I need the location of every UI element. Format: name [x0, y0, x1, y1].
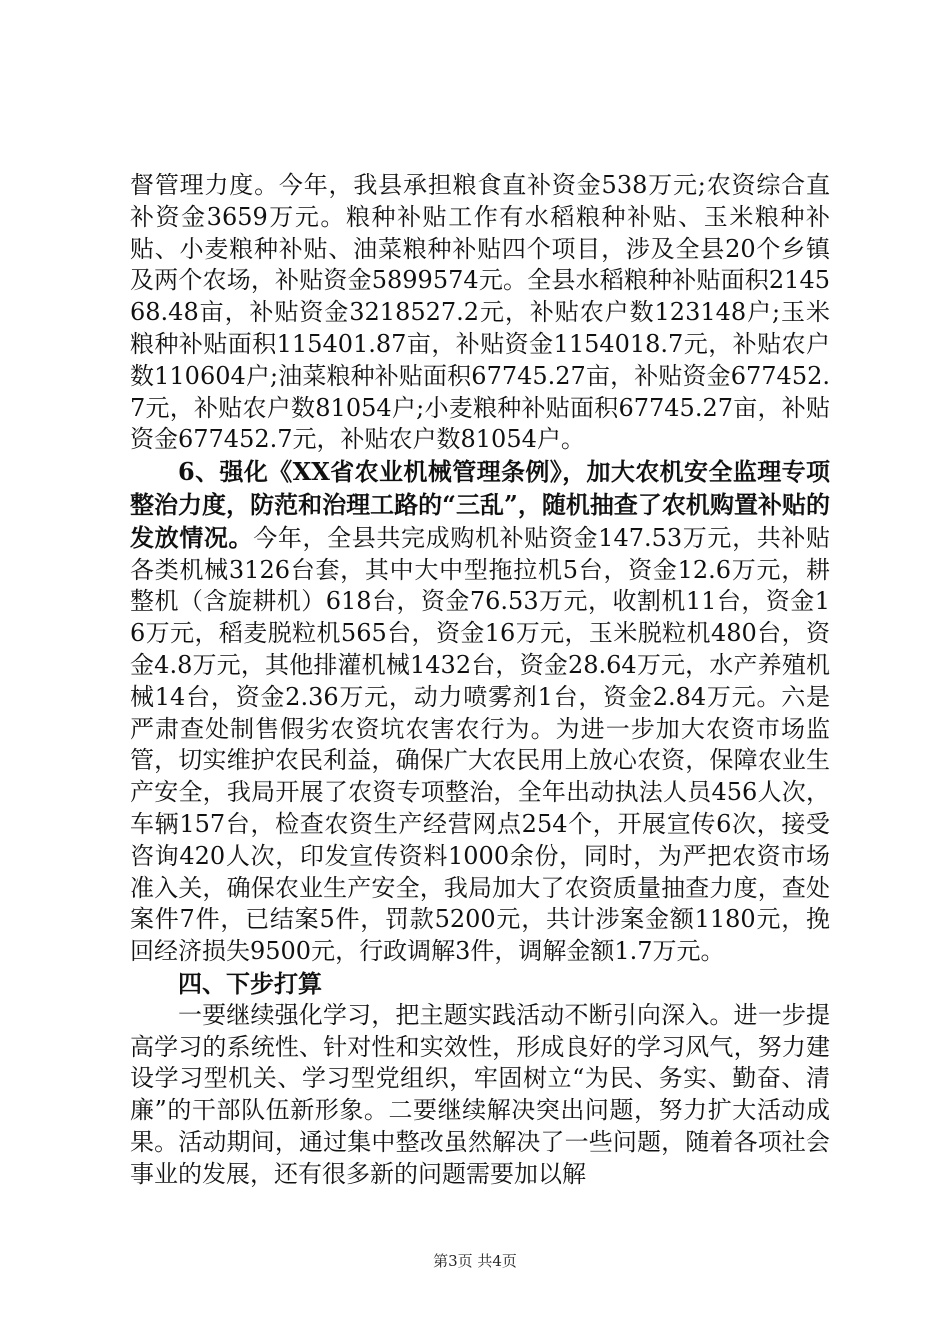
paragraph-lead-bold: 6、强化《XX省农业机械管理条例》，加大农机安全监理专项整治力度，防范和治理工路的“三乱”，随机抽查了农机购置补贴的发放情况。: [130, 457, 830, 552]
paragraph-next-steps: 一要继续强化学习，把主题实践活动不断引向深入。进一步提高学习的系统性、针对性和实效性，形成良好的学习风气，努力建设学习型机关、学习型党组织，牢固树立“为民、务实、勤奋、清廉”的干部队伍新形象。二要继续解决突出问题，努力扩大活动成果。活动期间，通过集中整改虽然解决了一些问题，随着各项社会事业的发展，还有很多新的问题需要加以解: [130, 1000, 830, 1188]
section-heading-next-steps: 四、下步打算: [178, 968, 322, 998]
paragraph-subsidy-details: 督管理力度。今年，我县承担粮食直补资金538万元;农资综合直补资金3659万元。粮种补贴工作有水稻粮种补贴、玉米粮种补贴、小麦粮种补贴、油菜粮种补贴四个项目，涉及全县20个乡镇及两个农场，补贴资金5899574元。全县水稻粮种补贴面积214568.48亩，补贴资金3218527.2元，补贴农户数123148户;玉米粮种补贴面积115401.87亩，补贴资金1154018.7元，补贴农户数110604户;油菜粮种补贴面积67745.27亩，补贴资金677452.7元，补贴农户数81054户;小麦粮种补贴面积67745.27亩，补贴资金677452.7元，补贴农户数81054户。: [130, 171, 830, 454]
page-number-footer: 第3页 共4页: [433, 1252, 517, 1270]
document-body: [130, 170, 830, 1191]
paragraph-body-text: 今年，全县共完成购机补贴资金147.53万元，共补贴各类机械3126台套，其中大中型拖拉机5台，资金12.6万元，耕整机（含旋耕机）618台，资金76.53万元，收割机11台，资金16万元，稻麦脱粒机565台，资金16万元，玉米脱粒机480台，资金4.8万元，其他排灌机械1432台，资金28.64万元，水产养殖机械14台，资金2.36万元，动力喷雾剂1台，资金2.84万元。六是严肃查处制售假劣农资坑农害农行为。为进一步加大农资市场监管，切实维护农民利益，确保广大农民用上放心农资，保障农业生产安全，我局开展了农资专项整治，全年出动执法人员456人次，车辆157台，检查农资生产经营网点254个，开展宣传6次，接受咨询420人次，印发宣传资料1000余份，同时，为严把农资市场准入关，确保农业生产安全，我局加大了农资质量抽查力度，查处案件7件，已结案5件，罚款5200元，共计涉案金额1180元，挽回经济损失9500元，行政调解3件，调解金额1.7万元。: [130, 523, 830, 966]
paragraph-machinery-management: [130, 456, 830, 968]
